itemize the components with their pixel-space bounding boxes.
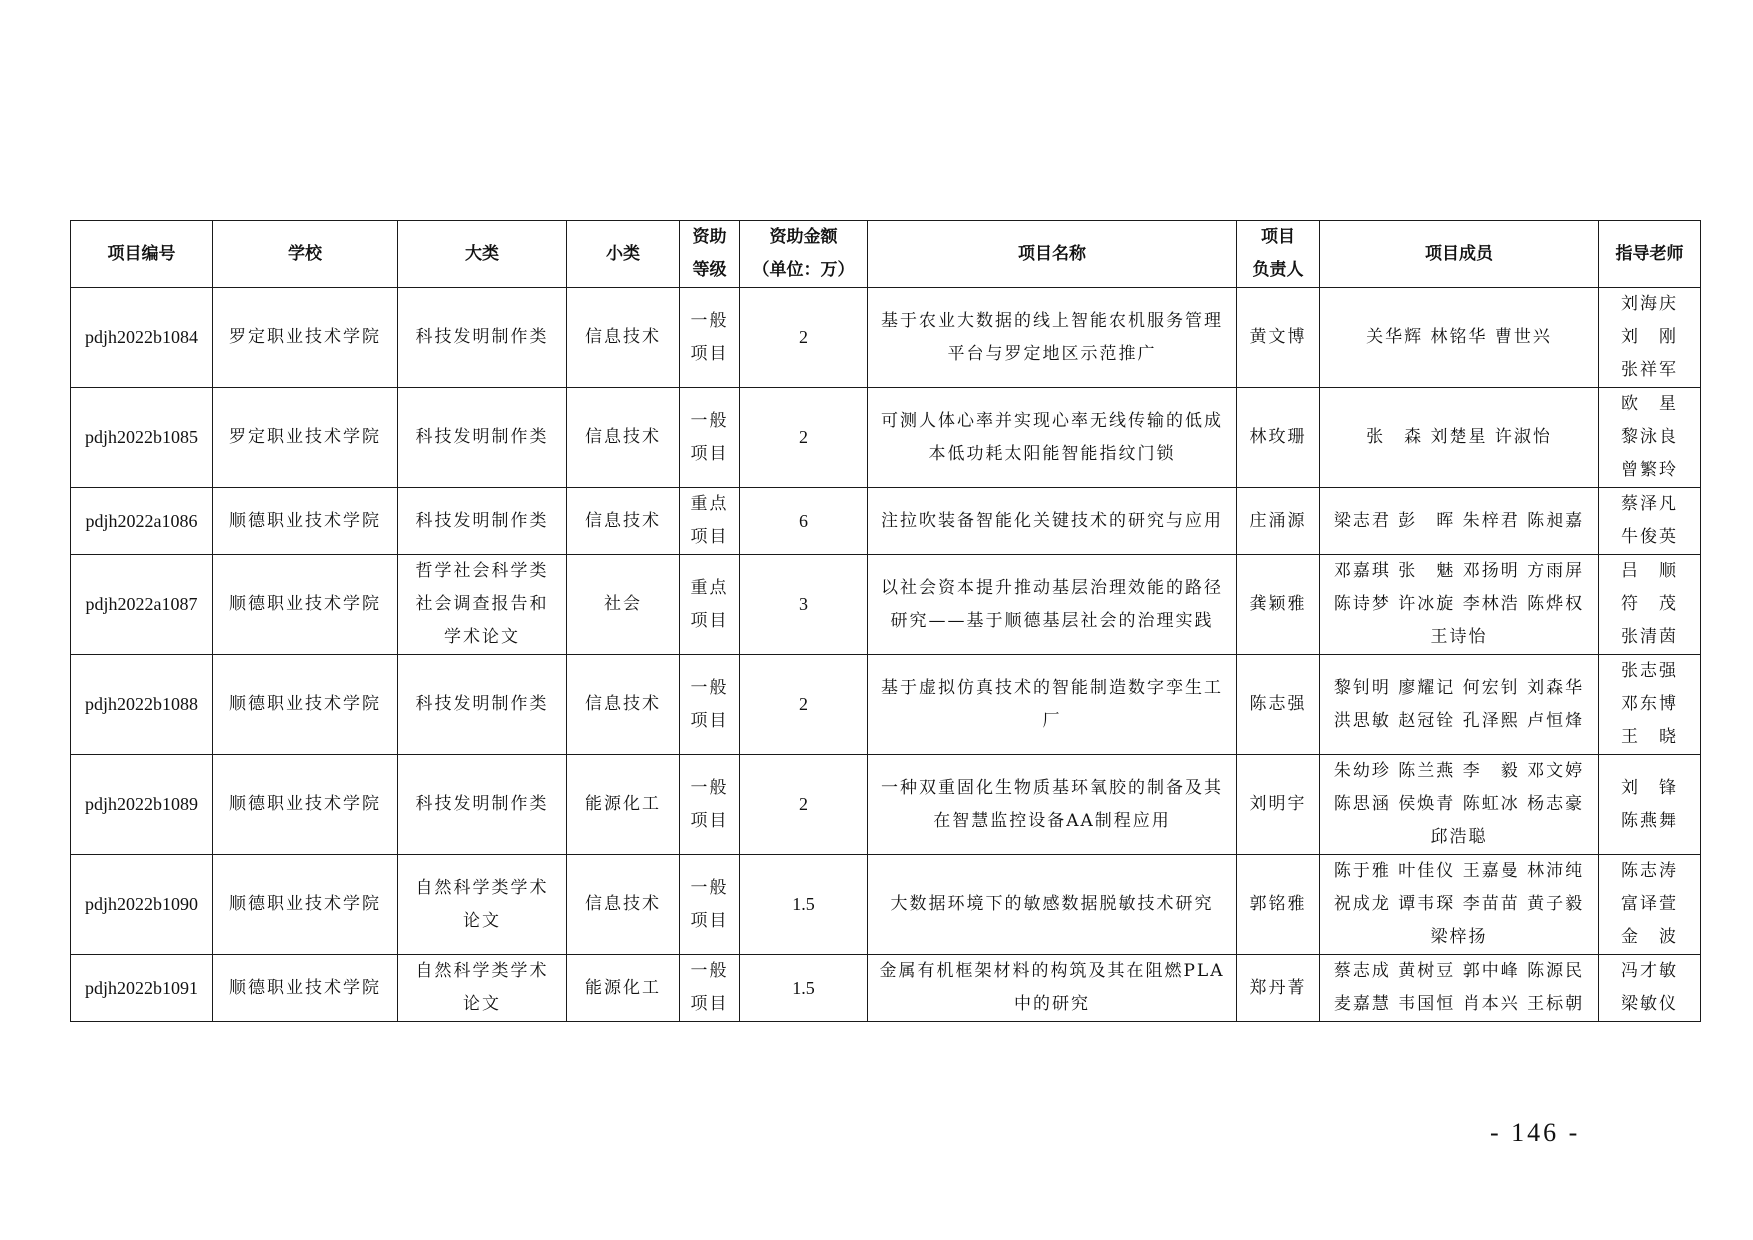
category-cell: 科技发明制作类 xyxy=(398,288,567,388)
table-body xyxy=(71,288,1701,1022)
funding-amount-cell: 1.5 xyxy=(740,855,868,955)
project-members-cell: 关华辉 林铭华 曹世兴 xyxy=(1320,288,1599,388)
project-id-cell: pdjh2022b1084 xyxy=(71,288,213,388)
school-cell: 顺德职业技术学院 xyxy=(213,755,398,855)
table-row xyxy=(71,655,1701,755)
header-funding-level: 资助 等级 xyxy=(680,221,740,288)
header-school: 学校 xyxy=(213,221,398,288)
advisors-cell: 刘海庆 刘 刚 张祥军 xyxy=(1599,288,1701,388)
table-row xyxy=(71,488,1701,555)
school-cell: 罗定职业技术学院 xyxy=(213,288,398,388)
funding-amount-cell: 3 xyxy=(740,555,868,655)
subcategory-cell: 信息技术 xyxy=(567,855,680,955)
school-cell: 顺德职业技术学院 xyxy=(213,488,398,555)
table-row xyxy=(71,555,1701,655)
funding-level-cell: 一般 项目 xyxy=(680,755,740,855)
project-members-cell: 梁志君 彭 晖 朱梓君 陈昶嘉 xyxy=(1320,488,1599,555)
table-row xyxy=(71,388,1701,488)
project-members-cell: 陈于雅 叶佳仪 王嘉曼 林沛纯 祝成龙 谭韦琛 李苗苗 黄子毅 梁梓扬 xyxy=(1320,855,1599,955)
school-cell: 顺德职业技术学院 xyxy=(213,955,398,1022)
table-row xyxy=(71,855,1701,955)
category-cell: 科技发明制作类 xyxy=(398,488,567,555)
subcategory-cell: 信息技术 xyxy=(567,488,680,555)
category-cell: 哲学社会科学类 社会调查报告和 学术论文 xyxy=(398,555,567,655)
advisors-cell: 冯才敏 梁敏仪 xyxy=(1599,955,1701,1022)
funding-level-cell: 一般 项目 xyxy=(680,855,740,955)
school-cell: 罗定职业技术学院 xyxy=(213,388,398,488)
category-cell: 科技发明制作类 xyxy=(398,755,567,855)
project-name-cell: 基于虚拟仿真技术的智能制造数字孪生工 厂 xyxy=(868,655,1237,755)
funding-amount-cell: 2 xyxy=(740,655,868,755)
header-project-id: 项目编号 xyxy=(71,221,213,288)
header-project-name: 项目名称 xyxy=(868,221,1237,288)
project-leader-cell: 黄文博 xyxy=(1237,288,1320,388)
project-name-cell: 大数据环境下的敏感数据脱敏技术研究 xyxy=(868,855,1237,955)
project-members-cell: 蔡志成 黄树豆 郭中峰 陈源民 麦嘉慧 韦国恒 肖本兴 王标朝 xyxy=(1320,955,1599,1022)
funding-level-cell: 一般 项目 xyxy=(680,955,740,1022)
school-cell: 顺德职业技术学院 xyxy=(213,655,398,755)
category-cell: 科技发明制作类 xyxy=(398,388,567,488)
project-name-cell: 基于农业大数据的线上智能农机服务管理 平台与罗定地区示范推广 xyxy=(868,288,1237,388)
project-id-cell: pdjh2022b1085 xyxy=(71,388,213,488)
funding-amount-cell: 2 xyxy=(740,755,868,855)
table-row xyxy=(71,955,1701,1022)
project-leader-cell: 陈志强 xyxy=(1237,655,1320,755)
project-id-cell: pdjh2022b1089 xyxy=(71,755,213,855)
project-id-cell: pdjh2022b1088 xyxy=(71,655,213,755)
category-cell: 科技发明制作类 xyxy=(398,655,567,755)
subcategory-cell: 信息技术 xyxy=(567,655,680,755)
subcategory-cell: 信息技术 xyxy=(567,388,680,488)
funding-level-cell: 一般 项目 xyxy=(680,388,740,488)
school-cell: 顺德职业技术学院 xyxy=(213,855,398,955)
advisors-cell: 陈志涛 富译萱 金 波 xyxy=(1599,855,1701,955)
project-id-cell: pdjh2022b1091 xyxy=(71,955,213,1022)
project-leader-cell: 庄涌源 xyxy=(1237,488,1320,555)
project-members-cell: 邓嘉琪 张 魅 邓扬明 方雨屏 陈诗梦 许冰旋 李林浩 陈烨权 王诗怡 xyxy=(1320,555,1599,655)
project-name-cell: 可测人体心率并实现心率无线传输的低成 本低功耗太阳能智能指纹门锁 xyxy=(868,388,1237,488)
advisors-cell: 吕 顺 符 茂 张清茵 xyxy=(1599,555,1701,655)
project-members-cell: 朱幼珍 陈兰燕 李 毅 邓文婷 陈思涵 侯焕青 陈虹冰 杨志豪 邱浩聪 xyxy=(1320,755,1599,855)
table-row xyxy=(71,755,1701,855)
project-name-cell: 金属有机框架材料的构筑及其在阻燃PLA 中的研究 xyxy=(868,955,1237,1022)
project-name-cell: 以社会资本提升推动基层治理效能的路径 研究——基于顺德基层社会的治理实践 xyxy=(868,555,1237,655)
header-project-leader: 项目 负责人 xyxy=(1237,221,1320,288)
subcategory-cell: 能源化工 xyxy=(567,755,680,855)
project-table xyxy=(70,220,1701,1022)
project-name-cell: 注拉吹装备智能化关键技术的研究与应用 xyxy=(868,488,1237,555)
project-leader-cell: 郑丹菁 xyxy=(1237,955,1320,1022)
advisors-cell: 张志强 邓东博 王 晓 xyxy=(1599,655,1701,755)
advisors-cell: 刘 锋 陈燕舞 xyxy=(1599,755,1701,855)
project-leader-cell: 林玫珊 xyxy=(1237,388,1320,488)
project-leader-cell: 郭铭雅 xyxy=(1237,855,1320,955)
project-id-cell: pdjh2022a1087 xyxy=(71,555,213,655)
funding-level-cell: 重点 项目 xyxy=(680,555,740,655)
funding-level-cell: 重点 项目 xyxy=(680,488,740,555)
funding-level-cell: 一般 项目 xyxy=(680,655,740,755)
category-cell: 自然科学类学术 论文 xyxy=(398,955,567,1022)
project-id-cell: pdjh2022b1090 xyxy=(71,855,213,955)
subcategory-cell: 社会 xyxy=(567,555,680,655)
funding-amount-cell: 6 xyxy=(740,488,868,555)
project-id-cell: pdjh2022a1086 xyxy=(71,488,213,555)
project-members-cell: 黎钊明 廖耀记 何宏钊 刘森华 洪思敏 赵冠铨 孔泽熙 卢恒烽 xyxy=(1320,655,1599,755)
header-funding-amount: 资助金额 （单位：万） xyxy=(740,221,868,288)
project-leader-cell: 刘明宇 xyxy=(1237,755,1320,855)
header-subcategory: 小类 xyxy=(567,221,680,288)
funding-amount-cell: 1.5 xyxy=(740,955,868,1022)
subcategory-cell: 信息技术 xyxy=(567,288,680,388)
funding-level-cell: 一般 项目 xyxy=(680,288,740,388)
project-name-cell: 一种双重固化生物质基环氧胶的制备及其 在智慧监控设备AA制程应用 xyxy=(868,755,1237,855)
subcategory-cell: 能源化工 xyxy=(567,955,680,1022)
advisors-cell: 欧 星 黎泳良 曾繁玲 xyxy=(1599,388,1701,488)
header-category: 大类 xyxy=(398,221,567,288)
project-members-cell: 张 森 刘楚星 许淑怡 xyxy=(1320,388,1599,488)
school-cell: 顺德职业技术学院 xyxy=(213,555,398,655)
category-cell: 自然科学类学术 论文 xyxy=(398,855,567,955)
funding-amount-cell: 2 xyxy=(740,288,868,388)
header-project-members: 项目成员 xyxy=(1320,221,1599,288)
advisors-cell: 蔡泽凡 牛俊英 xyxy=(1599,488,1701,555)
table-header-row xyxy=(71,221,1701,288)
header-advisors: 指导老师 xyxy=(1599,221,1701,288)
page-number: - 146 - xyxy=(1490,1118,1581,1147)
project-leader-cell: 龚颖雅 xyxy=(1237,555,1320,655)
table-row xyxy=(71,288,1701,388)
funding-amount-cell: 2 xyxy=(740,388,868,488)
